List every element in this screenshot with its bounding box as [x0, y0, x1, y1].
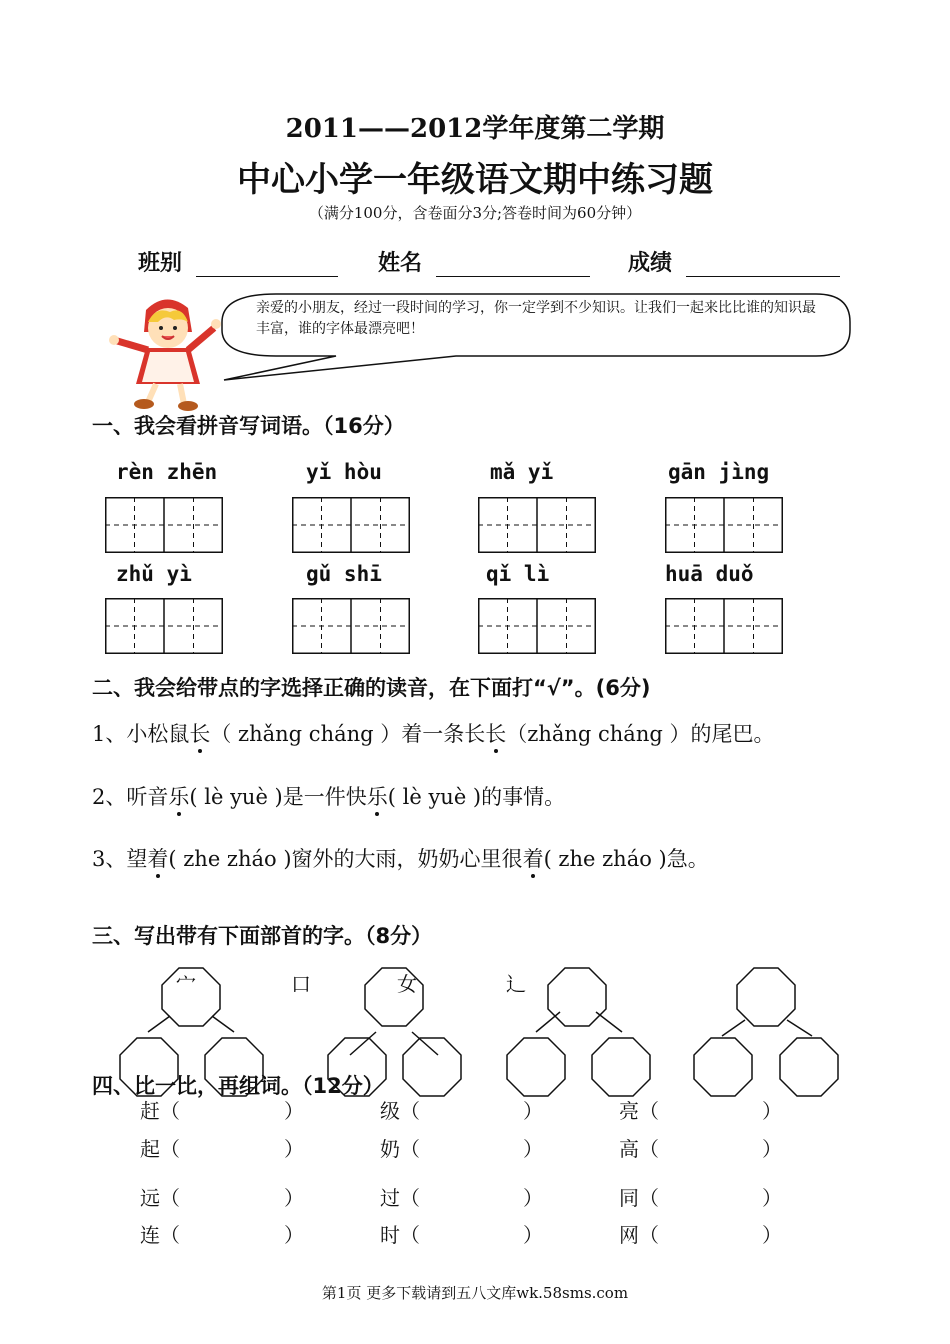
class-field	[138, 246, 338, 277]
word-prompt: 赶（	[140, 1099, 180, 1123]
question-text: 1、小松鼠	[92, 722, 190, 746]
word-prompt: 级（	[380, 1099, 420, 1123]
writing-grid[interactable]	[478, 598, 596, 654]
class-label: 班别	[138, 251, 183, 276]
word-prompt: 起（	[140, 1137, 180, 1161]
dotted-char: 着	[522, 847, 544, 871]
score-blank[interactable]	[686, 254, 840, 277]
question-text: （zhǎng cháng ）的尾巴。	[506, 722, 775, 746]
word-close: ）	[523, 1223, 543, 1247]
radical-1: 宀	[176, 972, 196, 996]
class-blank[interactable]	[196, 254, 338, 277]
word-prompt: 连（	[140, 1223, 180, 1247]
section3-title: 三、写出带有下面部首的字。（8分）	[92, 924, 433, 948]
writing-grid[interactable]	[665, 598, 783, 654]
name-blank[interactable]	[436, 254, 590, 277]
question-text: ( zhe zháo )窗外的大雨，奶奶心里很	[168, 847, 523, 871]
name-label: 姓名	[378, 251, 423, 276]
pinyin-7: qǐ lì	[486, 562, 550, 586]
score-label: 成绩	[628, 251, 673, 276]
word-close: ）	[762, 1137, 782, 1161]
dotted-char: 长	[189, 722, 211, 746]
cartoon-girl-illustration	[108, 292, 224, 412]
question-text: （ zhǎng cháng ）着一条长	[210, 722, 486, 746]
score-field	[628, 246, 840, 277]
writing-grid[interactable]	[292, 598, 410, 654]
word-prompt: 亮（	[619, 1099, 659, 1123]
pinyin-1: rèn zhēn	[116, 460, 218, 484]
word-close: ）	[762, 1223, 782, 1247]
question-item	[92, 843, 709, 873]
word-close: ）	[523, 1137, 543, 1161]
pinyin-5: zhǔ yì	[116, 562, 192, 586]
question-text: ( lè yuè )的事情。	[387, 785, 566, 809]
word-close: ）	[762, 1186, 782, 1210]
radical-3: 女	[397, 972, 417, 996]
question-item	[92, 781, 565, 811]
question-text: 2、听音	[92, 785, 169, 809]
word-prompt: 高（	[619, 1137, 659, 1161]
pinyin-4: gān jìng	[668, 460, 770, 484]
question-text: ( lè yuè )是一件快	[189, 785, 367, 809]
year-heading: 2011——2012学年度第二学期	[285, 114, 665, 144]
word-prompt: 过（	[380, 1186, 420, 1210]
writing-grid[interactable]	[292, 497, 410, 553]
radical-2: 口	[291, 972, 311, 996]
writing-grid[interactable]	[105, 598, 223, 654]
section2-title: 二、我会给带点的字选择正确的读音，在下面打“√”。(6分)	[92, 676, 651, 700]
writing-grid[interactable]	[665, 497, 783, 553]
word-close: ）	[284, 1223, 304, 1247]
dotted-char: 长	[485, 722, 507, 746]
word-close: ）	[523, 1186, 543, 1210]
pinyin-6: gǔ shī	[306, 562, 382, 586]
pinyin-3: mǎ yǐ	[490, 460, 554, 484]
pinyin-8: huā duǒ	[665, 562, 754, 586]
word-prompt: 远（	[140, 1186, 180, 1210]
word-close: ）	[284, 1137, 304, 1161]
radical-4: 辶	[506, 972, 526, 996]
name-field	[378, 246, 590, 277]
word-close: ）	[762, 1099, 782, 1123]
section4-title: 四、比一比，再组词。（12分）	[92, 1074, 384, 1098]
page-footer: 第1页 更多下载请到五八文库wk.58sms.com	[321, 1284, 629, 1302]
dotted-char: 乐	[366, 785, 388, 809]
word-prompt: 网（	[619, 1223, 659, 1247]
writing-grid[interactable]	[478, 497, 596, 553]
word-close: ）	[523, 1099, 543, 1123]
question-text: ( zhe zháo )急。	[543, 847, 709, 871]
word-prompt: 奶（	[380, 1137, 420, 1161]
bubble-text: 亲爱的小朋友，经过一段时间的学习，你一定学到不少知识。让我们一起来比比谁的知识最丰富，谁的字体最漂亮吧！	[256, 300, 816, 337]
writing-grid[interactable]	[105, 497, 223, 553]
question-item	[92, 718, 774, 748]
exam-subtitle: （满分100分，含卷面分3分;答卷时间为60分钟）	[308, 204, 642, 222]
pinyin-2: yǐ hòu	[306, 460, 382, 484]
word-close: ）	[284, 1099, 304, 1123]
word-close: ）	[284, 1186, 304, 1210]
word-prompt: 同（	[619, 1186, 659, 1210]
section1-title: 一、我会看拼音写词语。（16分）	[92, 414, 405, 438]
word-prompt: 时（	[380, 1223, 420, 1247]
dotted-char: 乐	[168, 785, 190, 809]
dotted-char: 着	[147, 847, 169, 871]
question-text: 3、望	[92, 847, 148, 871]
page-title: 中心小学一年级语文期中练习题	[237, 160, 713, 200]
